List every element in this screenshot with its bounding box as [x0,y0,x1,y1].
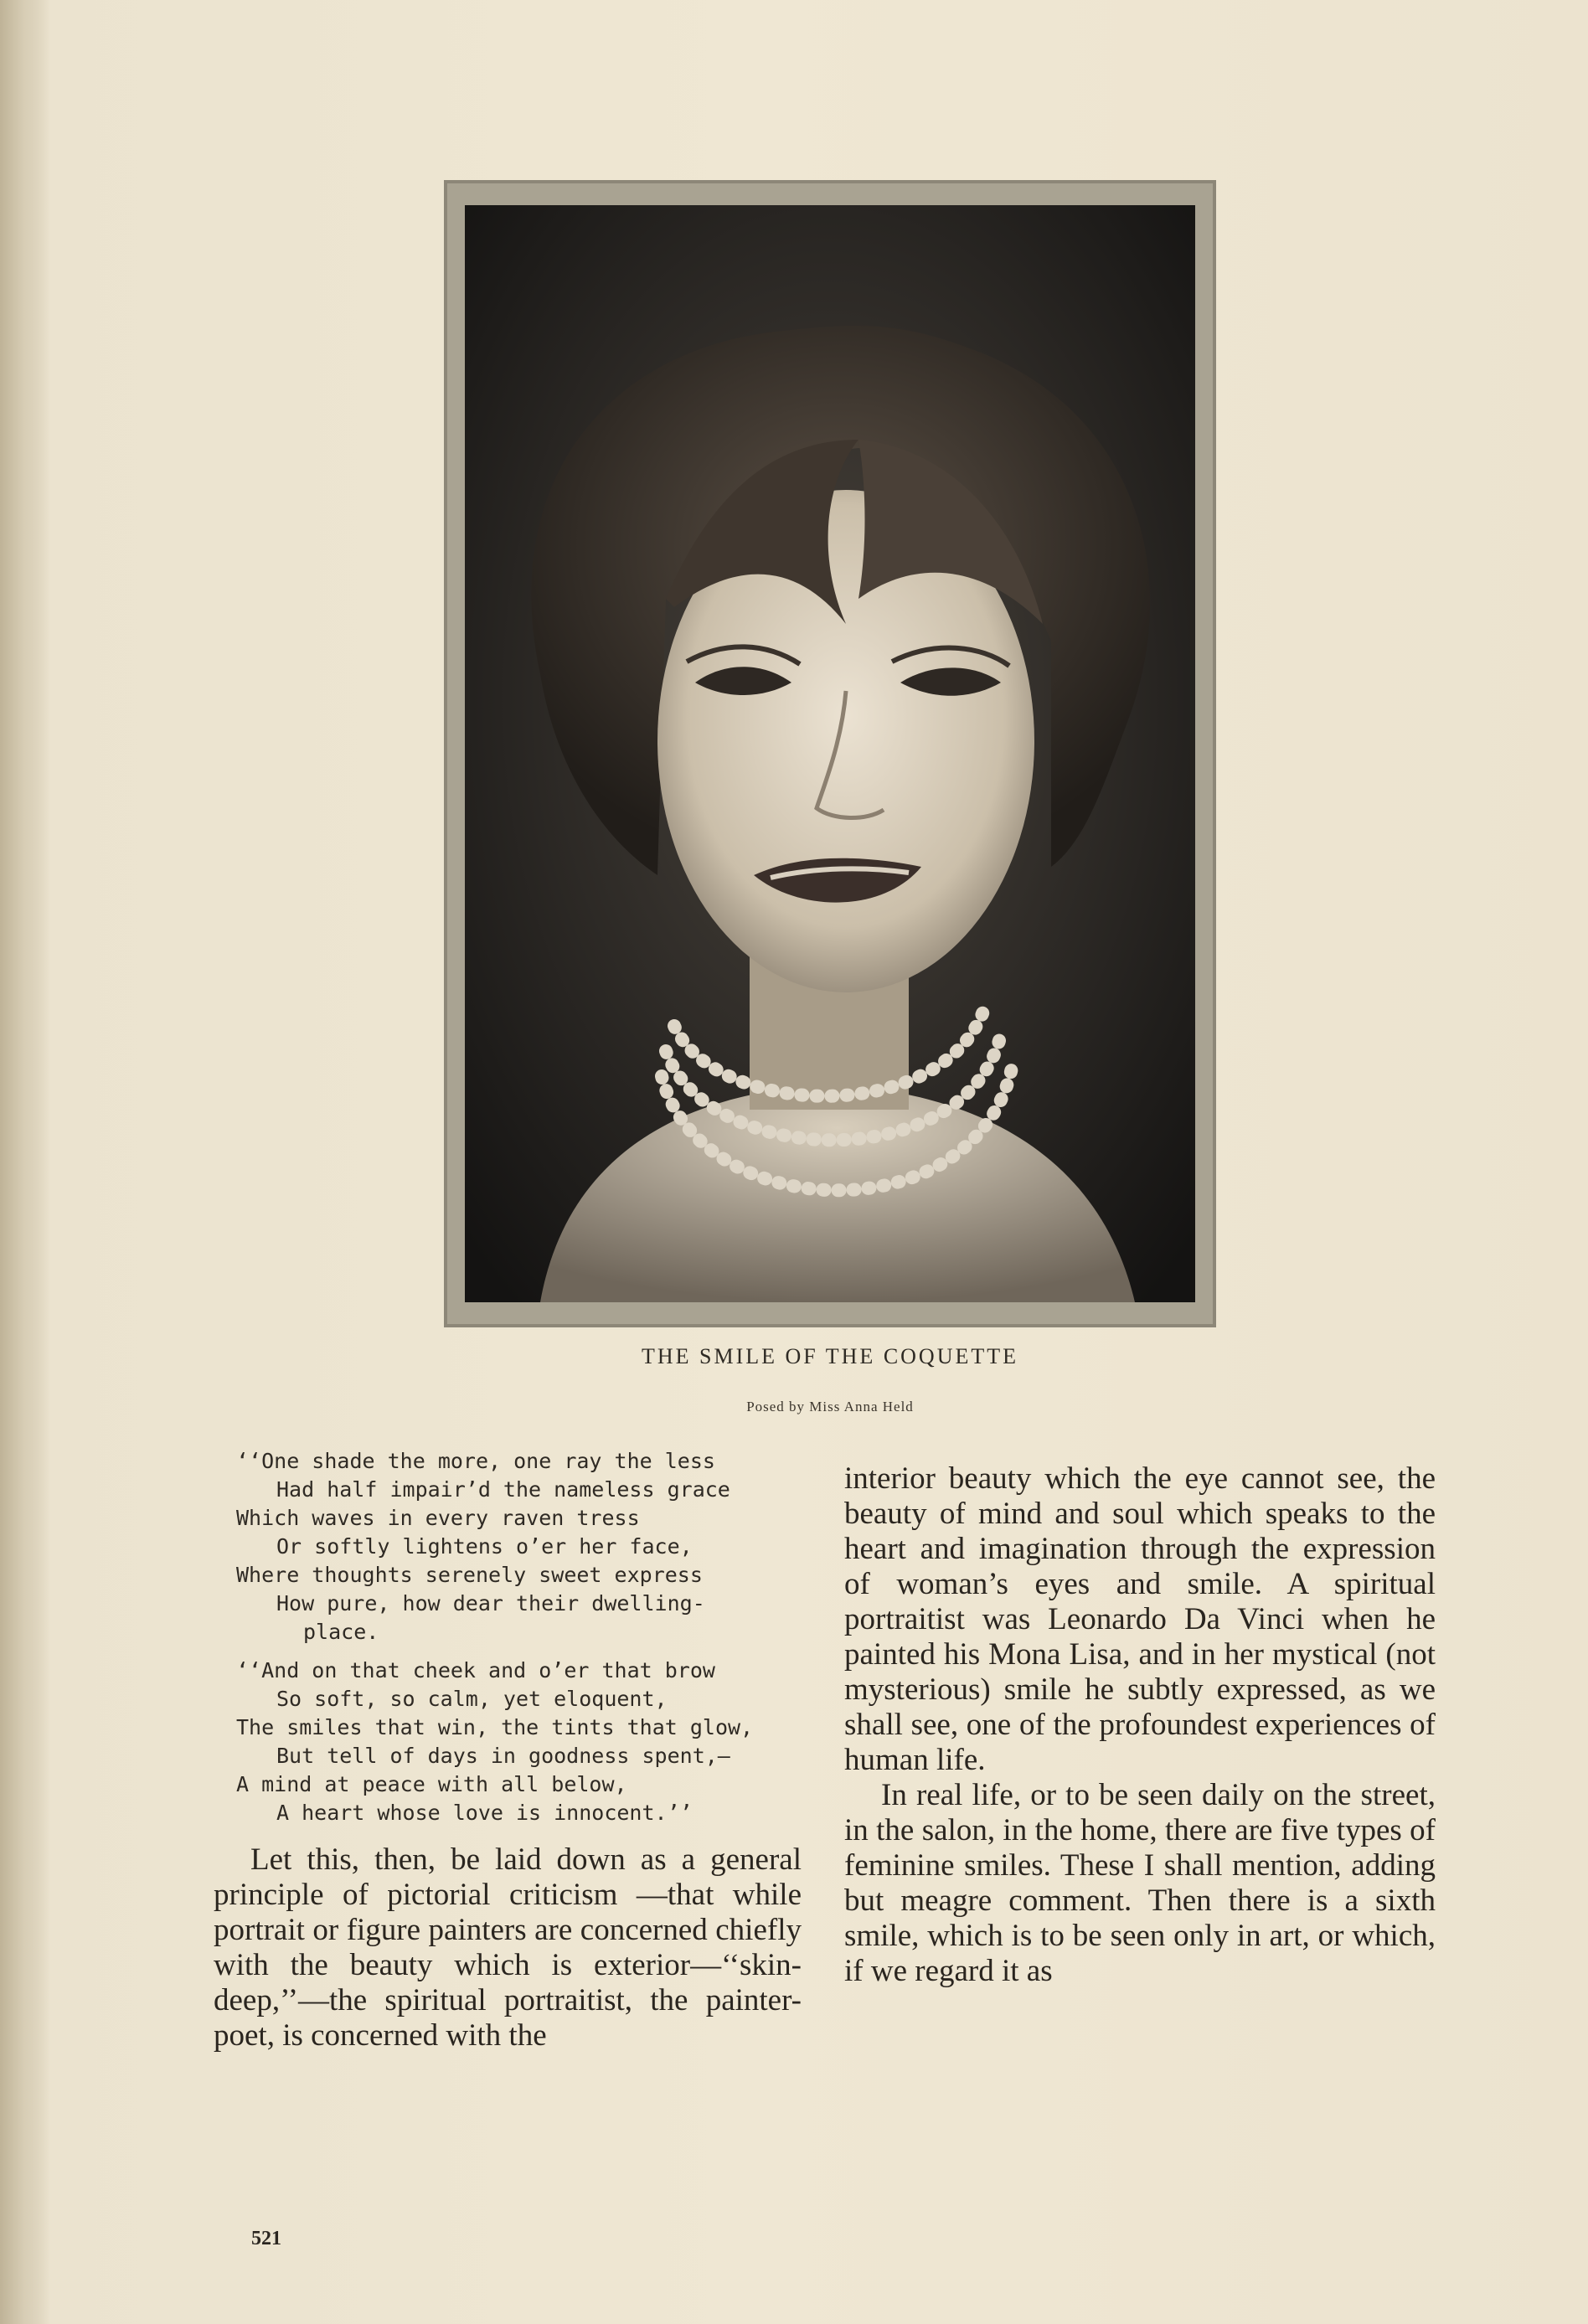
poem-line: ‘‘One shade the more, one ray the less [236,1449,715,1473]
portrait-photo-frame [444,180,1216,1327]
paragraph: Let this, then, be laid down as a general principle of pictorial criticism —that while portrait or figure painters are concerned chiefly with the beauty which is exterior—‘‘skin-deep,’’—the spiritual portraitist, the painter-poet, is concerned with the [214,1842,802,2053]
portrait-illustration [465,205,1195,1302]
poem-stanza [236,1447,814,1646]
paragraph: interior beauty which the eye cannot see, the beauty of mind and soul which speaks to the heart and imagination through the expression of woman’s eyes and smile. A spiritual portraitist was Leonardo Da Vinci when he painted his Mona Lisa, and in her mystical (not mysterious) smile he subtly expressed, as we shall see, one of the profoundest experiences of human life. [844,1461,1436,1777]
poem-line: Or softly lightens o’er her face, [276,1534,693,1559]
paragraph: In real life, or to be seen daily on the street, in the salon, in the home, there are five types of feminine smiles. These I shall mention, adding but meagre comment. Then there is a sixth smile, which is to be seen only in art, or which, if we regard it as [844,1778,1436,1988]
poem-line: Had half impair’d the nameless grace [276,1477,730,1502]
portrait-photo [465,205,1195,1302]
page-number: 521 [251,2228,281,2249]
left-column-text [214,1842,802,2053]
poem-line: How pure, how dear their dwelling- [276,1591,705,1615]
poem-line: place. [303,1620,379,1644]
right-column-text [844,1461,1436,1989]
book-gutter [0,0,50,2324]
photo-credit: Posed by Miss Anna Held [746,1399,914,1414]
poem-line: A heart whose love is innocent.’’ [276,1801,693,1825]
poem-line: So soft, so calm, yet eloquent, [276,1687,668,1711]
poem-line: Where thoughts serenely sweet express [236,1563,703,1587]
poem-line: But tell of days in goodness spent,— [276,1744,730,1768]
poem-line: ‘‘And on that cheek and o’er that brow [236,1658,715,1682]
poem-line: A mind at peace with all below, [236,1772,627,1796]
poem-line: Which waves in every raven tress [236,1506,640,1530]
poem-stanza [236,1657,814,1827]
photo-caption: THE SMILE OF THE COQUETTE [641,1344,1019,1368]
poem-line: The smiles that win, the tints that glow, [236,1715,754,1739]
poem-quote [236,1447,814,1837]
